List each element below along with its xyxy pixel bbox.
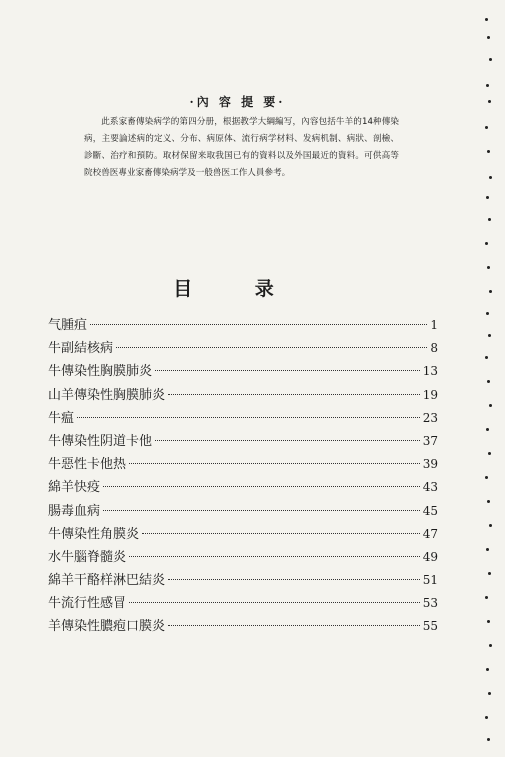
- scan-edge-marks: [485, 0, 493, 757]
- scan-speck: [485, 242, 488, 245]
- dot-leader: [129, 556, 420, 557]
- toc-entry[interactable]: [48, 523, 438, 546]
- toc-entry[interactable]: [48, 592, 438, 615]
- scan-speck: [489, 404, 492, 407]
- toc-entry-title: 牛流行性感冒: [48, 596, 127, 612]
- toc-entry-page-number: 23: [422, 410, 438, 425]
- dot-leader: [142, 533, 420, 534]
- scan-speck: [489, 290, 492, 293]
- scan-speck: [488, 692, 491, 695]
- scan-speck: [485, 356, 488, 359]
- abstract-paragraph: 此系家畜傳染病学的第四分册，根据教学大綱編写，內容包括牛羊的14种傳染病，主要論述病的定义、分布、病原体、流行病学材料、发病机制、病狀、剖檢、診斷、治疗和預防。取材保留来取我国已有的資料以及外国最近的資料。可供高等院校兽医專业家畜傳染病学及一般兽医工作人員參考。: [84, 117, 399, 178]
- toc-entry-page-number: 1: [430, 318, 438, 332]
- dot-leader: [168, 394, 420, 395]
- dot-leader: [90, 324, 427, 325]
- scan-speck: [485, 476, 488, 479]
- toc-entry-page-number: 55: [422, 619, 438, 634]
- scan-speck: [485, 126, 488, 129]
- dot-leader: [103, 510, 420, 511]
- scan-speck: [487, 620, 490, 623]
- toc-entry-title: 腸毒血病: [48, 503, 101, 519]
- dot-leader: [168, 625, 420, 626]
- dot-leader: [155, 440, 420, 441]
- toc-entry[interactable]: [48, 314, 438, 337]
- dot-leader: [116, 347, 427, 348]
- toc-entry[interactable]: [48, 430, 438, 453]
- toc-entry-title: 羊傳染性膿疱口膜炎: [48, 619, 166, 635]
- scan-speck: [486, 312, 489, 315]
- toc-entry-title: 山羊傳染性胸膜肺炎: [48, 387, 166, 403]
- toc-entry[interactable]: [48, 569, 438, 592]
- scan-speck: [489, 58, 492, 61]
- scan-speck: [487, 36, 490, 39]
- abstract-body: [84, 114, 399, 182]
- scan-speck: [488, 572, 491, 575]
- toc-entry-page-number: 43: [422, 480, 438, 495]
- scan-speck: [488, 452, 491, 455]
- toc-entry[interactable]: [48, 360, 438, 383]
- toc-entry[interactable]: [48, 337, 438, 360]
- toc-entry[interactable]: [48, 407, 438, 430]
- toc-entry-title: 牛惡性卡他热: [48, 457, 127, 473]
- dot-leader: [77, 417, 420, 418]
- scan-speck: [488, 218, 491, 221]
- toc-entry-page-number: 47: [422, 526, 438, 541]
- toc-entry-page-number: 45: [422, 503, 438, 518]
- toc-entry-title: 牛傳染性胸膜肺炎: [48, 364, 153, 380]
- dot-leader: [168, 579, 420, 580]
- dot-leader: [129, 602, 420, 603]
- toc-heading: 目 录: [173, 278, 302, 300]
- toc-entry-page-number: 51: [422, 573, 438, 588]
- dot-leader: [129, 463, 420, 464]
- abstract-title: ·內 容 提 要·: [189, 95, 286, 109]
- scan-speck: [489, 644, 492, 647]
- toc-entry[interactable]: [48, 500, 438, 523]
- toc-entry-title: 牛副結核病: [48, 341, 114, 357]
- toc-entry-title: 气腫疽: [48, 318, 88, 333]
- toc-entry[interactable]: [48, 546, 438, 569]
- toc-entry-title: 牛瘟: [48, 410, 75, 426]
- toc-entry[interactable]: [48, 453, 438, 476]
- scan-speck: [487, 380, 490, 383]
- scan-speck: [485, 716, 488, 719]
- toc-list: [48, 314, 438, 639]
- toc-entry-page-number: 49: [422, 549, 438, 564]
- toc-entry-page-number: 39: [422, 457, 438, 472]
- toc-entry-page-number: 19: [422, 387, 438, 402]
- scan-speck: [485, 18, 488, 21]
- scan-speck: [487, 738, 490, 741]
- toc-entry[interactable]: [48, 476, 438, 499]
- scan-speck: [489, 176, 492, 179]
- toc-entry-title: 牛傳染性阴道卡他: [48, 433, 153, 449]
- toc-entry[interactable]: [48, 384, 438, 407]
- toc-entry-page-number: 37: [422, 433, 438, 448]
- toc-entry-page-number: 13: [422, 364, 438, 379]
- toc-entry-title: 綿羊干酪样淋巴結炎: [48, 573, 166, 589]
- toc-entry-title: 水牛腦脊髓炎: [48, 549, 127, 565]
- scan-speck: [486, 196, 489, 199]
- scan-speck: [488, 334, 491, 337]
- scan-speck: [487, 500, 490, 503]
- scan-speck: [486, 668, 489, 671]
- toc-entry-title: 牛傳染性角膜炎: [48, 526, 140, 542]
- dot-leader: [155, 370, 420, 371]
- scan-speck: [489, 524, 492, 527]
- scan-speck: [486, 548, 489, 551]
- toc-entry-page-number: 53: [422, 596, 438, 611]
- scan-speck: [487, 150, 490, 153]
- scan-speck: [486, 428, 489, 431]
- dot-leader: [103, 486, 420, 487]
- scan-speck: [485, 596, 488, 599]
- toc-entry[interactable]: [48, 615, 438, 638]
- toc-entry-title: 綿羊快疫: [48, 480, 101, 496]
- scan-speck: [488, 100, 491, 103]
- toc-entry-page-number: 8: [430, 341, 438, 356]
- scan-speck: [486, 84, 489, 87]
- scan-speck: [487, 266, 490, 269]
